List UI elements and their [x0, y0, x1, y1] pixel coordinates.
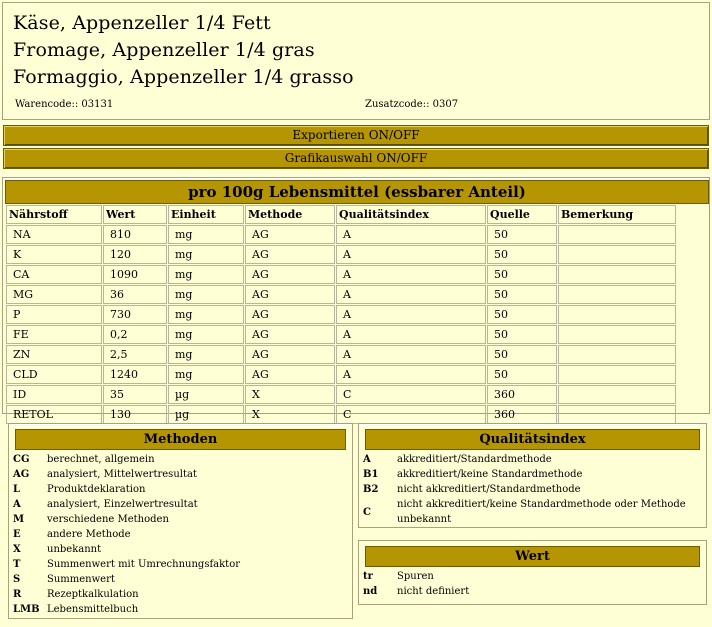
table-cell: 730	[103, 305, 167, 324]
legend-item	[9, 467, 352, 482]
warencode: Warencode:: 03131	[15, 99, 114, 110]
table-cell: A	[336, 265, 486, 284]
legend-code: CG	[13, 454, 30, 465]
table-cell: RETOL	[6, 405, 102, 424]
table-body	[6, 225, 676, 424]
table-cell: X	[245, 405, 335, 424]
legend-item	[359, 584, 706, 599]
qualitaet-list	[359, 452, 706, 527]
legend-description: Rezeptkalkulation	[47, 589, 139, 600]
legend-description: akkreditiert/keine Standardmethode	[397, 469, 583, 480]
table-cell: mg	[168, 265, 244, 284]
table-cell: ID	[6, 385, 102, 404]
table-cell	[558, 245, 676, 264]
legend-description: Spuren	[397, 571, 434, 582]
legend-item	[9, 482, 352, 497]
table-cell: AG	[245, 345, 335, 364]
table-cell: AG	[245, 225, 335, 244]
table-cell	[558, 325, 676, 344]
table-cell	[558, 345, 676, 364]
table-cell: C	[336, 405, 486, 424]
table-cell: P	[6, 305, 102, 324]
table-cell: AG	[245, 365, 335, 384]
legend-description: Lebensmittelbuch	[47, 604, 139, 615]
table-cell	[558, 365, 676, 384]
table-cell	[558, 405, 676, 424]
legend-item	[9, 527, 352, 542]
table-cell	[558, 385, 676, 404]
table-cell: 50	[487, 345, 557, 364]
wert-legend	[358, 540, 707, 605]
table-row	[6, 405, 676, 424]
table-cell: 120	[103, 245, 167, 264]
legend-description: Summenwert mit Umrechnungsfaktor	[47, 559, 240, 570]
table-cell: A	[336, 325, 486, 344]
legend-code: C	[363, 506, 371, 518]
methoden-title: Methoden	[15, 429, 346, 450]
nutrient-panel	[2, 177, 710, 421]
methoden-list	[9, 452, 352, 617]
table-cell: 35	[103, 385, 167, 404]
table-cell: MG	[6, 285, 102, 304]
title-french: Fromage, Appenzeller 1/4 gras	[13, 39, 315, 61]
legend-item	[359, 497, 706, 527]
product-header	[2, 2, 710, 120]
table-cell: 36	[103, 285, 167, 304]
table-cell: mg	[168, 245, 244, 264]
legend-description: analysiert, Einzelwertresultat	[47, 499, 198, 510]
table-cell: A	[336, 245, 486, 264]
table-cell: 810	[103, 225, 167, 244]
legend-item	[9, 497, 352, 512]
table-cell: AG	[245, 285, 335, 304]
table-cell: AG	[245, 305, 335, 324]
table-row	[6, 305, 676, 324]
table-cell: A	[336, 345, 486, 364]
table-cell: mg	[168, 345, 244, 364]
table-cell: ZN	[6, 345, 102, 364]
table-header-row	[6, 205, 676, 224]
graphic-toggle-button[interactable]: Grafikauswahl ON/OFF	[3, 148, 709, 169]
legend-code: L	[13, 484, 21, 495]
legend-item	[359, 569, 706, 584]
table-row	[6, 365, 676, 384]
table-cell: mg	[168, 285, 244, 304]
legend-code: tr	[363, 571, 373, 582]
table-cell: C	[336, 385, 486, 404]
legend-description: Produktdeklaration	[47, 484, 146, 495]
legend-code: T	[13, 559, 21, 570]
table-cell: CA	[6, 265, 102, 284]
table-cell: 1090	[103, 265, 167, 284]
legend-description: berechnet, allgemein	[47, 454, 155, 465]
table-row	[6, 225, 676, 244]
table-cell: AG	[245, 325, 335, 344]
title-german: Käse, Appenzeller 1/4 Fett	[13, 12, 271, 34]
table-cell: mg	[168, 305, 244, 324]
legend-item	[359, 482, 706, 497]
table-cell: mg	[168, 325, 244, 344]
table-cell: 50	[487, 365, 557, 384]
qualitaet-legend	[358, 423, 707, 528]
table-cell: µg	[168, 385, 244, 404]
legend-code: A	[363, 454, 371, 465]
table-cell: mg	[168, 365, 244, 384]
table-cell: 0,2	[103, 325, 167, 344]
legend-description: unbekannt	[47, 544, 102, 555]
legend-item	[9, 602, 352, 617]
column-header: Qualitätsindex	[336, 205, 486, 224]
column-header: Methode	[245, 205, 335, 224]
table-cell: NA	[6, 225, 102, 244]
legend-description: andere Methode	[47, 529, 131, 540]
legend-code: M	[13, 514, 25, 525]
legend-item	[9, 557, 352, 572]
table-cell: CLD	[6, 365, 102, 384]
legend-description: verschiedene Methoden	[47, 514, 169, 525]
legend-item	[359, 467, 706, 482]
legend-description: analysiert, Mittelwertresultat	[47, 469, 197, 480]
legend-item	[359, 452, 706, 467]
export-toggle-button[interactable]: Exportieren ON/OFF	[3, 125, 709, 146]
table-cell: 50	[487, 245, 557, 264]
legend-code: E	[13, 529, 21, 540]
legend-code: B2	[363, 484, 379, 495]
legend-description: nicht akkreditiert/Standardmethode	[397, 484, 581, 495]
table-cell: 2,5	[103, 345, 167, 364]
table-cell: A	[336, 285, 486, 304]
column-header: Wert	[103, 205, 167, 224]
nutrient-table-title: pro 100g Lebensmittel (essbarer Anteil)	[5, 180, 709, 204]
legend-code: LMB	[13, 604, 40, 615]
legend-description: nicht akkreditiert/keine Standardmethode oder Methode unbekannt	[397, 499, 686, 525]
legend-code: R	[13, 589, 22, 600]
table-cell: 50	[487, 325, 557, 344]
legend-item	[9, 587, 352, 602]
legend-item	[9, 542, 352, 557]
table-cell	[558, 225, 676, 244]
table-cell	[558, 265, 676, 284]
table-cell: 1240	[103, 365, 167, 384]
table-cell: AG	[245, 245, 335, 264]
table-cell: K	[6, 245, 102, 264]
table-row	[6, 265, 676, 284]
table-cell: 360	[487, 405, 557, 424]
column-header: Einheit	[168, 205, 244, 224]
table-row	[6, 345, 676, 364]
table-cell: mg	[168, 225, 244, 244]
table-cell: µg	[168, 405, 244, 424]
legend-item	[9, 452, 352, 467]
legend-item	[9, 572, 352, 587]
table-cell: AG	[245, 265, 335, 284]
legend-code: B1	[363, 469, 379, 480]
table-cell: 50	[487, 285, 557, 304]
table-cell: 130	[103, 405, 167, 424]
zusatzcode: Zusatzcode:: 0307	[365, 99, 459, 110]
table-row	[6, 245, 676, 264]
table-cell	[558, 285, 676, 304]
table-cell: A	[336, 225, 486, 244]
legend-description: Summenwert	[47, 574, 115, 585]
legend-code: X	[13, 544, 21, 555]
table-cell: 50	[487, 225, 557, 244]
table-row	[6, 285, 676, 304]
table-cell: 50	[487, 265, 557, 284]
methoden-legend	[8, 423, 353, 619]
legend-description: nicht definiert	[397, 586, 470, 597]
legend-description: akkreditiert/Standardmethode	[397, 454, 552, 465]
table-cell: A	[336, 365, 486, 384]
title-italian: Formaggio, Appenzeller 1/4 grasso	[13, 66, 354, 88]
table-cell: 50	[487, 305, 557, 324]
legend-code: AG	[13, 469, 30, 480]
table-cell	[558, 305, 676, 324]
qualitaet-title: Qualitätsindex	[365, 429, 700, 450]
table-cell: FE	[6, 325, 102, 344]
table-cell: 360	[487, 385, 557, 404]
legend-code: A	[13, 499, 21, 510]
table-cell: X	[245, 385, 335, 404]
table-row	[6, 385, 676, 404]
legend-code: nd	[363, 586, 378, 597]
wert-list	[359, 569, 706, 599]
wert-title: Wert	[365, 546, 700, 567]
nutrient-table	[5, 204, 677, 425]
table-cell: A	[336, 305, 486, 324]
column-header: Bemerkung	[558, 205, 676, 224]
column-header: Quelle	[487, 205, 557, 224]
legend-item	[9, 512, 352, 527]
table-row	[6, 325, 676, 344]
legend-code: S	[13, 574, 21, 585]
column-header: Nährstoff	[6, 205, 102, 224]
